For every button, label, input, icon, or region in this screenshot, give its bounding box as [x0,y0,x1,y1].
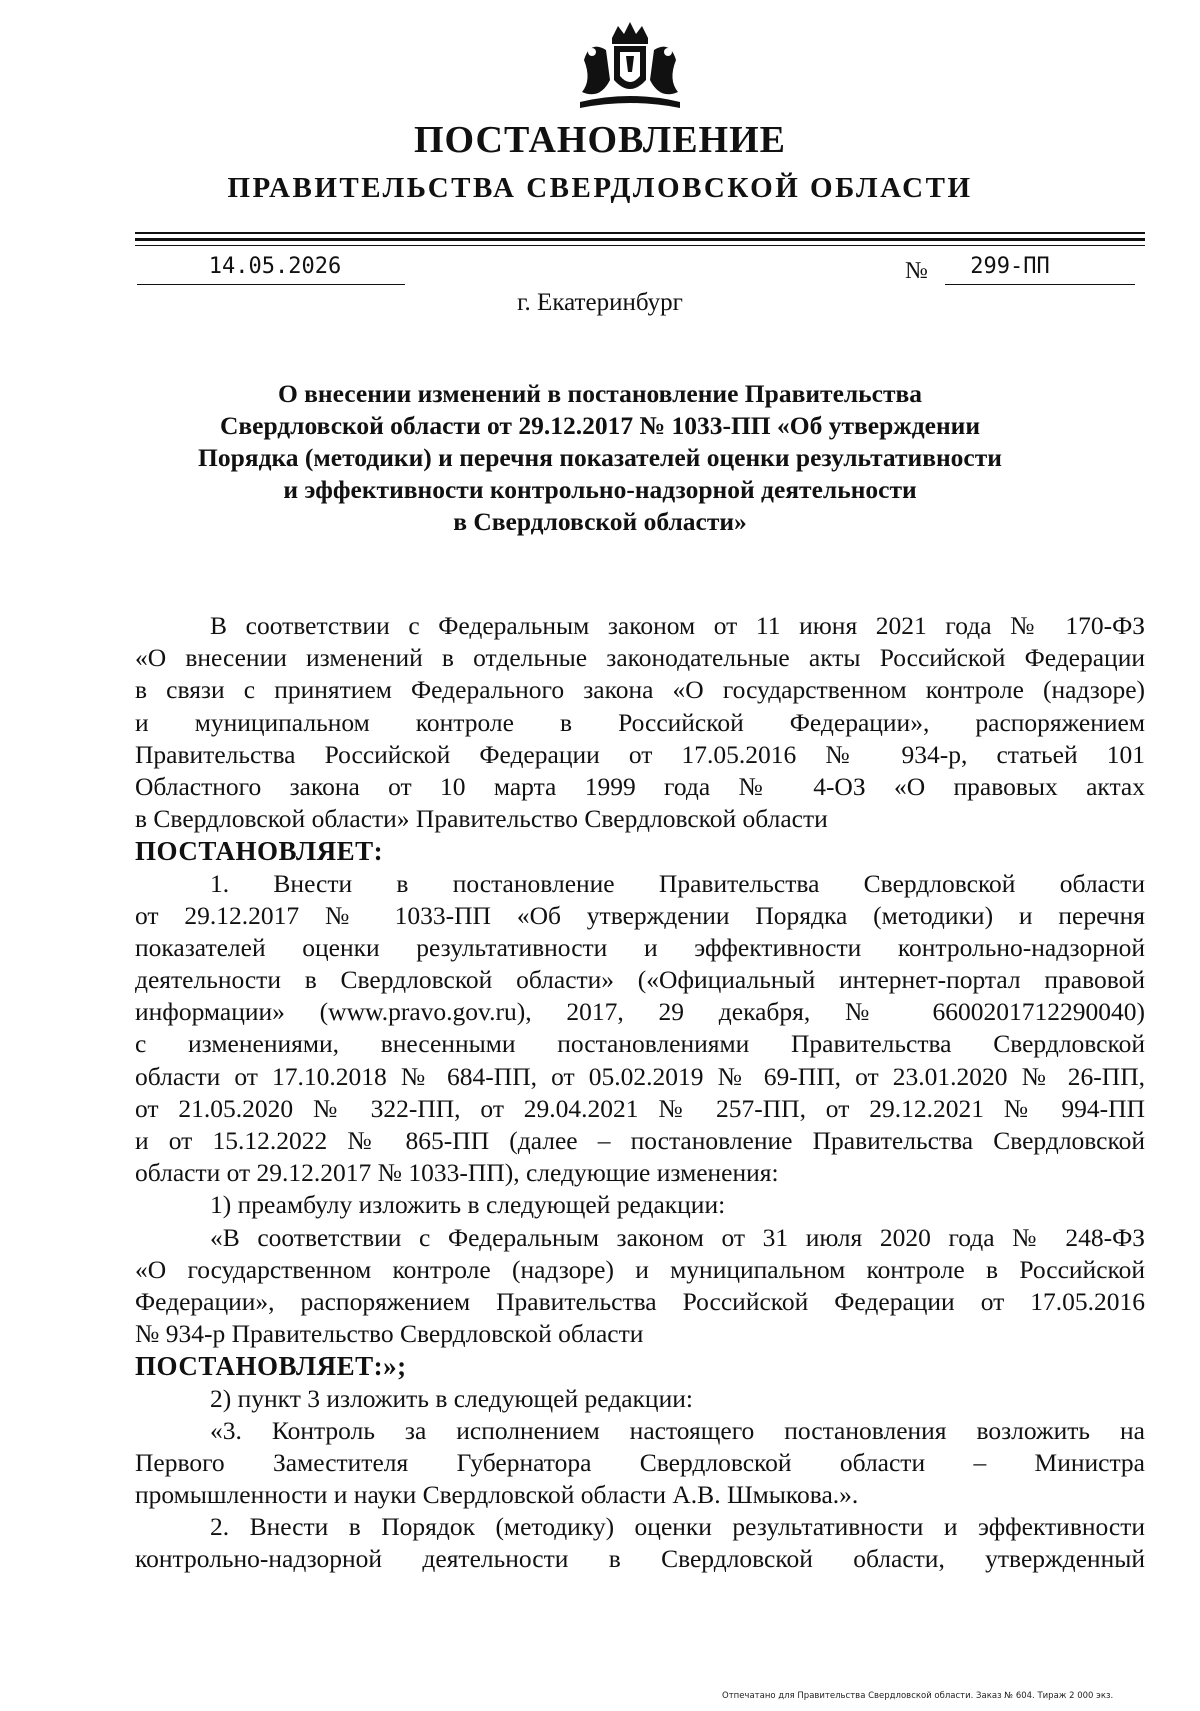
body-line: в связи с принятием Федерального закона «О государственном контроле (надзоре) [135,675,1145,705]
body-line: Областного закона от 10 марта 1999 года № 4-ОЗ «О правовых актах [135,771,1145,801]
body-line: Правительства Российской Федерации от 17.05.2016 № 934-р, статьей 101 [135,739,1145,769]
header-divider [135,232,1145,234]
header-divider [135,245,1145,246]
body-line: № 934-р Правительство Свердловской области [135,1319,644,1349]
heading-line: Свердловской области от 29.12.2017 № 1033-ПП «Об утверждении [219,411,981,440]
body-line: 2. Внести в Порядок (методику) оценки результативности и эффективности [210,1512,1145,1542]
body-line: В соответствии с Федеральным законом от 11 июня 2021 года № 170-ФЗ [210,611,1145,640]
number-sign: № [905,258,928,284]
body-line: промышленности и науки Свердловской области А.В. Шмыкова.». [135,1480,859,1510]
heading-line: Порядка (методики) и перечня показателей оценки результативности [198,443,1002,472]
body-line: информации» (www.pravo.gov.ru), 2017, 29 декабря, № 6600201712290040) [135,997,1145,1027]
document-subtitle: ПРАВИТЕЛЬСТВА СВЕРДЛОВСКОЙ ОБЛАСТИ [227,172,973,204]
body-line: в Свердловской области» Правительство Свердловской области [135,804,828,834]
document-title: ПОСТАНОВЛЕНИЕ [413,119,787,161]
body-line: контрольно-надзорной деятельности в Свердловской области, утвержденный [135,1544,1145,1574]
document-city: г. Екатеринбург [517,289,683,316]
heading-line: в Свердловской области» [453,507,747,536]
print-imprint: Отпечатано для Правительства Свердловской области. Заказ № 604. Тираж 2 000 экз. [722,1691,1114,1701]
coat-of-arms-icon [570,20,690,115]
date-underline [137,284,405,285]
body-line: «В соответствии с Федеральным законом от 31 июля 2020 года № 248-ФЗ [210,1222,1145,1252]
body-line: 1) преамбулу изложить в следующей редакции: [210,1190,726,1220]
body-line: с изменениями, внесенными постановлениями Правительства Свердловской [135,1029,1145,1059]
heading-line: О внесении изменений в постановление Правительства [277,379,923,408]
body-line: от 21.05.2020 № 322-ПП, от 29.04.2021 № 257-ПП, от 29.12.2021 № 994-ПП [135,1093,1145,1123]
body-line: области от 17.10.2018 № 684-ПП, от 05.02.2019 № 69-ПП, от 23.01.2020 № 26-ПП, [135,1061,1145,1091]
document-heading [140,378,1060,538]
document-number: 299-ПП [970,254,1050,279]
document-date: 14.05.2026 [208,254,342,279]
body-line: 2) пункт 3 изложить в следующей редакции: [210,1383,693,1413]
body-line: от 29.12.2017 № 1033-ПП «Об утверждении Порядка (методики) и перечня [135,900,1145,930]
body-line: показателей оценки результативности и эффективности контрольно-надзорной [135,932,1145,962]
body-line: и от 15.12.2022 № 865-ПП (далее – постановление Правительства Свердловской [135,1126,1145,1155]
number-underline [945,284,1135,285]
body-line: «3. Контроль за исполнением настоящего постановления возложить на [210,1415,1145,1445]
resolution-keyword: ПОСТАНОВЛЯЕТ: [135,836,384,867]
body-line: «О внесении изменений в отдельные законодательные акты Российской Федерации [135,643,1145,673]
body-line: деятельности в Свердловской области» («Официальный интернет-портал правовой [135,965,1145,995]
body-line: и муниципальном контроле в Российской Федерации», распоряжением [135,707,1145,737]
body-line: «О государственном контроле (надзоре) и муниципальном контроле в Российской [135,1254,1145,1284]
document-body [135,610,1145,1576]
body-line: области от 29.12.2017 № 1033-ПП), следующие изменения: [135,1158,779,1188]
body-line: 1. Внести в постановление Правительства Свердловской области [210,868,1145,898]
header-divider [135,238,1145,241]
heading-line: и эффективности контрольно-надзорной деятельности [283,475,917,504]
body-line: Федерации», распоряжением Правительства Российской Федерации от 17.05.2016 [135,1286,1145,1316]
resolution-keyword: ПОСТАНОВЛЯЕТ:»; [135,1351,407,1382]
body-line: Первого Заместителя Губернатора Свердловской области – Министра [135,1447,1145,1477]
